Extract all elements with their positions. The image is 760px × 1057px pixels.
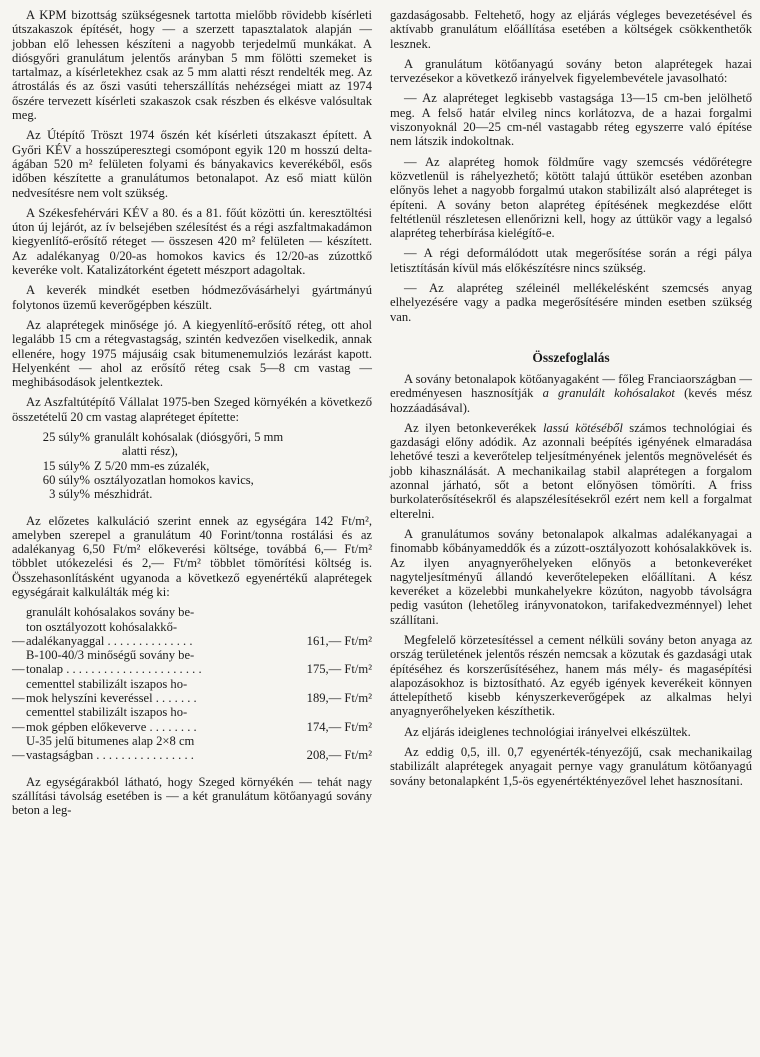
price-item: — U-35 jelű bitumenes alap 2×8 cm vastagságban . . . . . . . . . . . . . . . . 208,— Ft/m² xyxy=(12,733,372,763)
mix-composition-list xyxy=(12,430,372,501)
price-item: — granulált kohósalakos sovány be- ton osztályozott kohósalakkő- adalékanyaggal . . . . . . . . . . . . . . 161,— Ft/m² xyxy=(12,605,372,648)
emphasis: a granulált kohósalakot xyxy=(542,386,675,401)
guideline-item: — A régi deformálódott utak megerősítése során a régi pálya letisztításán kívül más előkészítésre nincs szükség. xyxy=(390,246,752,275)
mix-item xyxy=(12,473,372,487)
paragraph: Az előzetes kalkuláció szerint ennek az egységára 142 Ft/m², amelyben szerepel a granulátum 40 Forint/tonna rostálási és az adalékanyag 6,50 Ft/m² előkeverési költsége, továbbá 6,— Ft/m² többlet utókezelési és 2,— Ft/m² többlet tömörítési költség is. Összehasonlításként ugyanoda a következő egyenértékű alaprétegek egységárait kalkulálták még ki: xyxy=(12,513,372,599)
emphasis: lassú kötéséből xyxy=(542,420,623,435)
summary-paragraph: A granulátumos sovány betonalapok alkalmas adalékanyagai a finomabb kőbányameddők és a zúzott-osztályozott kohósalakkövek is. Az ilyen anyagnyerőhelyeken előnyös a betonkeveréket nagyteljesítményű állandó keverőtelepeken előállítani. A kész keveréket a közelebbi munkahelyekre közúton, nagyobb távolságra pedig vasúton (lehetőleg irányvonatokon, tarifakedvezménnyel) lehet szállítani. xyxy=(390,526,752,627)
price-item-line: tonalap . . . . . . . . . . . . . . . . . . . . . . xyxy=(26,662,202,677)
paragraph: Az Aszfaltútépítő Vállalat 1975-ben Szeged környékén a következő összetételű 20 cm vastag alapréteget építette: xyxy=(12,395,372,424)
paragraph: Az Útépítő Tröszt 1974 őszén két kísérleti útszakaszt épített. A Győri KÉV a hosszúperesztegi csomópont egyik 120 m hosszú delta-ágában 520 m² felületen folyami és bányakavics keverékéből, esős időben készítette a granulátumos betonalapot. Az eső miatt külön nedvesítésre nem volt szükség. xyxy=(12,128,372,200)
mix-material: osztályozatlan homokos kavics, xyxy=(94,472,254,487)
summary-paragraph: Az ilyen betonkeverékek lassú kötéséből számos technológiai és gazdasági előny adódik. Az azonnali beépítés igényének elmaradása lehetővé teszi a keverőtelep teljesítményének jelentős megnövelését és jobb kihasználását. A mechanikailag stabil alaprétegen a forgalom azonnal járható, sőt a betont előnyösen tömöríti. A friss burkolaterősítésekről és alapszélesítésekről ezért nem kell a forgalmat elterelni. xyxy=(390,420,753,521)
summary-paragraph: Az eddig 0,5, ill. 0,7 egyenérték-tényezőjű, csak mechanikailag stabilizált alaprétegek anyagait pernye vagy granulátum kötőanyagú sovány betonalapként 1,5-ös egyenértéktényezővel lehet hasznosítani. xyxy=(390,745,752,788)
price-item-line: mok gépben előkeverve . . . . . . . . xyxy=(26,719,197,734)
price-item-line: vastagságban . . . . . . . . . . . . . . . . xyxy=(26,748,194,763)
price-item-line: cementtel stabilizált iszapos ho- xyxy=(26,676,188,691)
section-heading: Összefoglalás xyxy=(532,349,610,365)
summary-paragraph: A sovány betonalapok kötőanyagaként — főleg Franciaországban — eredményesen hasznosítják a granulált kohósalakot (kevés mész hozzáadásával). xyxy=(390,371,752,415)
price-item-line: U-35 jelű bitumenes alap 2×8 cm xyxy=(26,733,195,748)
paragraph: Az egységárakból látható, hogy Szeged környékén — tehát nagy szállítási távolság esetében is — a két granulátum kötőanyagú sovány beton a leg- xyxy=(12,774,372,818)
paragraph: A KPM bizottság szükségesnek tartotta mielőbb rövidebb kísérleti útszakaszok építését, hogy — a szerzett tapasztalatok alapján — jobban elő lehessen készíteni a nagyobb terjedelmű munkákat. A diósgyőri granulátum jelentős arányban 5 mm fölötti szemeket is tartalmaz, a kísérletekhez csak az 5 mm alatti részt rendelték meg. Az átrostálás és az őszi vasúti teherszállítás nehézségei miatt az 1974 őszére tervezett kísérleti szakaszok csak részben és elkésve valósultak meg. xyxy=(12,8,372,123)
price-item: — B-100-40/3 minőségű sovány be- tonalap . . . . . . . . . . . . . . . . . . . . . . 175,— Ft/m² xyxy=(12,648,372,677)
price-value: 174,— Ft/m² xyxy=(306,719,372,734)
summary-paragraph: Az eljárás ideiglenes technológiai irányelvei elkészültek. xyxy=(404,724,691,739)
mix-percentage: 60 súly% xyxy=(42,472,90,487)
price-item-line: adalékanyaggal . . . . . . . . . . . . . . xyxy=(26,633,193,648)
paragraph: Az alaprétegek minősége jó. A kiegyenlítő-erősítő réteg, ott ahol legalább 15 cm a rétegvastagság, szintén kedvezően viselkedik, annak ellenére, hogy 1975 májusáig csak bitumenemulziós lezárást kapott. Helyenként — ahol az erősítő réteg csak 5—8 cm vastag — meghibásodások jelentkeztek. xyxy=(12,317,372,390)
price-value: 189,— Ft/m² xyxy=(306,691,372,706)
mix-item xyxy=(12,487,372,501)
price-item-line: B-100-40/3 minőségű sovány be- xyxy=(26,648,195,663)
price-comparison-list xyxy=(12,605,372,762)
paragraph: gazdaságosabb. Feltehető, hogy az eljárás végleges bevezetésével és aktívabb granulátum előállítása esetében a költségek csökkenthetők lesznek. xyxy=(390,8,752,51)
price-value: 208,— Ft/m² xyxy=(306,748,372,763)
price-item-line: cementtel stabilizált iszapos ho- xyxy=(26,705,188,720)
paragraph: A keverék mindkét esetben hódmezővásárhelyi gyártmányú folytonos üzemű keverőgépben készült. xyxy=(12,283,372,312)
guideline-item: — Az alapréteg homok földműre vagy szemcsés védőrétegre közvetlenül is ráhelyezhető; kötött talajú úttükör esetében azonban előnyös lehet a nagyobb forgalmú utakon stabilizált alsó alapréteget is építeni. A sovány beton alapréteg építésének megkezdése előtt feltétlenül részletesen ellenőrizni kell, hogy az úttükör vagy a legalsó alapréteg teherbírása kielégítő-e. xyxy=(390,154,752,241)
guideline-item: — Az alapréteget legkisebb vastagsága 13—15 cm-ben jelölhető meg. A felső határ elvileg nincs korlátozva, de a hazai forgalmi viszonyoknál 20—25 cm-nél vastagabb réteg egyszerre való építése nem látszik indokoltnak. xyxy=(390,91,752,149)
mix-item xyxy=(12,459,372,473)
price-item-line: mok helyszíni keveréssel . . . . . . . xyxy=(26,691,197,706)
mix-material: mészhidrát. xyxy=(94,487,153,502)
right-column xyxy=(390,8,752,794)
price-value: 175,— Ft/m² xyxy=(306,662,372,677)
price-item-line: ton osztályozott kohósalakkő- xyxy=(26,619,178,634)
mix-percentage: 25 súly% xyxy=(42,430,90,445)
guideline-item: — Az alapréteg széleinél mellékelésként szemcsés anyag elhelyezésére vagy a padka megerősítésére minden esetben szükség van. xyxy=(390,281,752,324)
mix-item xyxy=(12,430,372,444)
mix-material-continuation: alatti rész), xyxy=(122,444,178,459)
price-value: 161,— Ft/m² xyxy=(306,633,372,648)
paragraph: A granulátum kötőanyagú sovány beton alaprétegek hazai tervezésekor a következő irányelvek figyelembevétele javasolható: xyxy=(390,56,752,86)
mix-percentage: 3 súly% xyxy=(49,487,90,502)
mix-material: Z 5/20 mm-es zúzalék, xyxy=(94,458,210,473)
price-item: — cementtel stabilizált iszapos ho- mok helyszíni keveréssel . . . . . . . 189,— Ft/m² xyxy=(12,676,372,706)
mix-percentage: 15 súly% xyxy=(42,458,90,473)
price-item-line: granulált kohósalakos sovány be- xyxy=(26,605,195,620)
paragraph: A Székesfehérvári KÉV a 80. és a 81. főút közötti ún. keresztöltési úton új lejárót, az ív belsejében szélesítést és a régi aszfaltmakadámon kiegyenlítő-erősítő réteget — összesen 420 m² felületen — készített. Az adalékanyag 0/20-as homokos kavics és 12/20-as zúzottkő keveréke volt. Katalizátorként égetett mészport adagoltak. xyxy=(12,205,372,278)
mix-material: granulált kohósalak (diósgyőri, 5 mm xyxy=(94,430,284,445)
left-column xyxy=(12,8,372,823)
summary-paragraph: Megfelelő körzetesítéssel a cement nélküli sovány beton anyaga az ország területének jelentős részén nemcsak a közutak és gazdasági utak építéséhez és korszerűsítéséhez, hanem más mély- és magasépítési alapozásokhoz is biztosítható. Az egyéb igények keverékeit könnyen áttelepíthető kisebb kényszerkeverőgépek az alkalmas helyi anyagnyerőhelyeken készíthetik. xyxy=(390,632,752,719)
price-item: — cementtel stabilizált iszapos ho- mok gépben előkeverve . . . . . . . . 174,— Ft/m² xyxy=(12,705,372,734)
